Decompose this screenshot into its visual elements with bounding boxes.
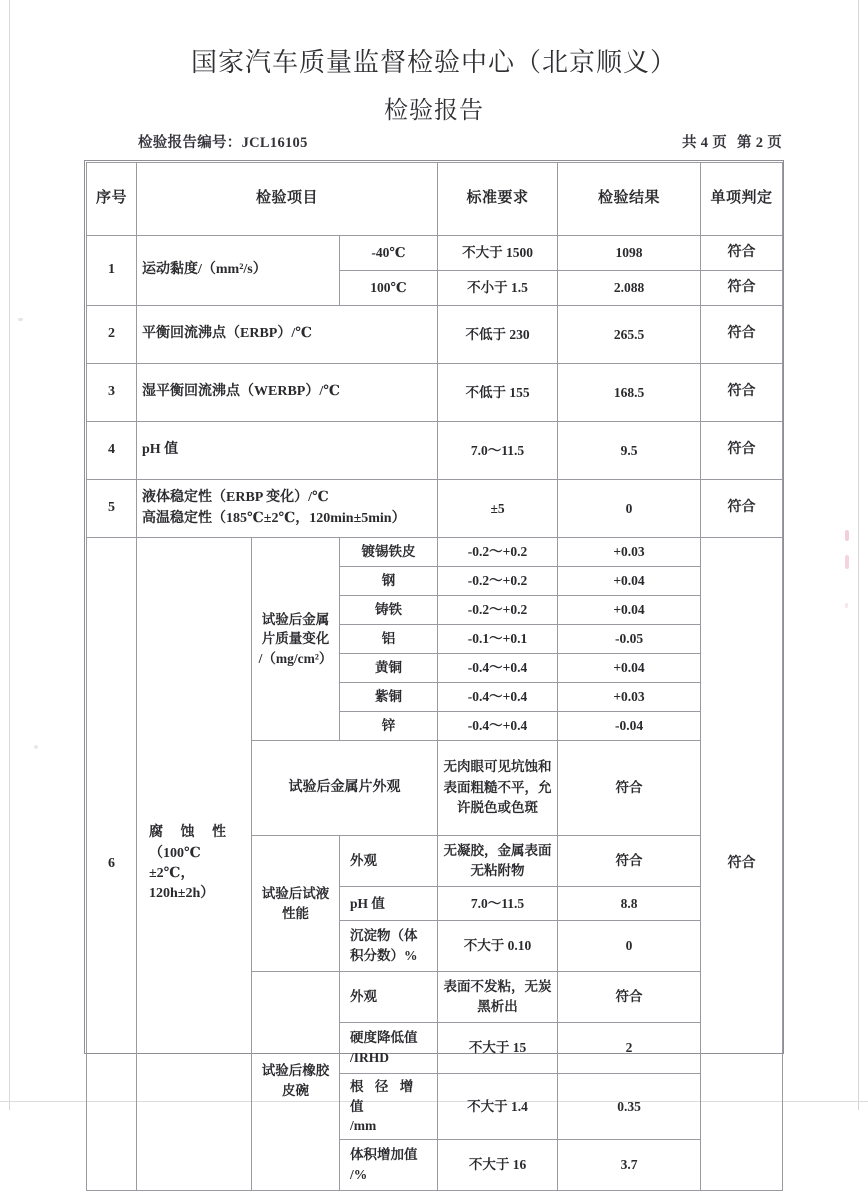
entry-name [340, 1074, 438, 1140]
column-header-item: 检验项目 [137, 163, 438, 236]
group-label-line3: /（mg/cm²） [258, 650, 333, 666]
entry-result: +0.03 [558, 683, 701, 712]
row-item-line1: 液体稳定性（ERBP 变化）/℃ [142, 490, 329, 506]
entry-name: 铝 [340, 625, 438, 654]
inspection-results-table [86, 162, 783, 1191]
row-item-name [137, 236, 340, 306]
entry-name-line1: 沉淀物（体 [350, 928, 418, 944]
entry-name: pH 值 [340, 887, 438, 921]
entry-name: 锌 [340, 712, 438, 741]
entry-result: 符合 [558, 972, 701, 1023]
row-item-name: 湿平衡回流沸点（WERBP）/℃ [137, 364, 438, 422]
organization-title: 国家汽车质量监督检验中心（北京顺义） [190, 48, 677, 77]
subitem-name: -40℃ [340, 236, 438, 271]
entry-name [340, 921, 438, 972]
row-item-line2: （100℃±2℃， [149, 845, 201, 881]
page-edge-left [9, 0, 10, 1110]
entry-name-line1: 硬度降低值 [350, 1030, 418, 1046]
entry-requirement: 不大于 0.10 [438, 921, 558, 972]
group-label-line1: 试验后试液 [261, 885, 330, 901]
subitem-judgment: 符合 [701, 271, 783, 306]
row-judgment: 符合 [701, 306, 783, 364]
entry-requirement: 7.0～11.5 [438, 887, 558, 921]
scan-artifact [18, 318, 23, 321]
entry-name: 黄铜 [340, 654, 438, 683]
row-number: 5 [87, 480, 137, 538]
entry-requirement: 不大于 16 [438, 1139, 558, 1190]
subitem-result: 2.088 [558, 271, 701, 306]
entry-name: 镀锡铁皮 [340, 538, 438, 567]
scan-artifact [34, 745, 38, 749]
entry-requirement: 不大于 15 [438, 1023, 558, 1074]
group-label-line2: 片质量变化 [261, 631, 330, 647]
report-meta [138, 131, 782, 152]
entry-requirement: -0.1～+0.1 [438, 625, 558, 654]
entry-result: 2 [558, 1023, 701, 1074]
row-result: 265.5 [558, 306, 701, 364]
scan-artifact [845, 555, 849, 569]
row-item-name [137, 480, 438, 538]
row-requirement: 7.0～11.5 [438, 422, 558, 480]
table-row [87, 364, 783, 422]
row-item-name [137, 538, 252, 1191]
row-result: 9.5 [558, 422, 701, 480]
table-row [87, 480, 783, 538]
entry-name: 外观 [340, 972, 438, 1023]
entry-result: 0 [558, 921, 701, 972]
row-number: 1 [87, 236, 137, 306]
entry-name: 铸铁 [340, 596, 438, 625]
subitem-requirement: 不小于 1.5 [438, 271, 558, 306]
scan-artifact [845, 530, 849, 541]
row-result: 168.5 [558, 364, 701, 422]
row-requirement: 不低于 155 [438, 364, 558, 422]
page-edge-right [858, 0, 859, 1110]
entry-name-line1: 体积增加值 [350, 1147, 418, 1163]
entry-name [340, 1023, 438, 1074]
entry-requirement: -0.4～+0.4 [438, 712, 558, 741]
document-title: 检验报告 [384, 98, 484, 124]
table-row [87, 306, 783, 364]
row-judgment: 符合 [701, 480, 783, 538]
entry-result: +0.04 [558, 654, 701, 683]
entry-result: -0.04 [558, 712, 701, 741]
row-item-name: 平衡回流沸点（ERBP）/℃ [137, 306, 438, 364]
entry-result: +0.03 [558, 538, 701, 567]
row-judgment: 符合 [701, 422, 783, 480]
entry-requirement: 无肉眼可见坑蚀和表面粗糙不平，允许脱色或色斑 [438, 741, 558, 836]
entry-requirement: -0.2～+0.2 [438, 538, 558, 567]
entry-result: -0.05 [558, 625, 701, 654]
row-requirement: 不低于 230 [438, 306, 558, 364]
entry-name: 紫铜 [340, 683, 438, 712]
row-item-line1: 腐 蚀 性 [149, 825, 233, 841]
row-judgment: 符合 [701, 364, 783, 422]
page-total: 共 4 页 [682, 135, 727, 151]
row-number: 3 [87, 364, 137, 422]
entry-requirement: -0.2～+0.2 [438, 567, 558, 596]
row-number: 6 [87, 538, 137, 1191]
table-header-row [87, 163, 783, 236]
group-label-line2: 皮碗 [282, 1082, 309, 1098]
row-item-text: 运动黏度/（mm²/s） [142, 262, 267, 278]
group-label [252, 972, 340, 1191]
entry-result: +0.04 [558, 596, 701, 625]
page-indicator [672, 131, 782, 152]
entry-name: 外观 [340, 836, 438, 887]
entry-name [340, 1139, 438, 1190]
entry-requirement: 表面不发粘，无炭黑析出 [438, 972, 558, 1023]
column-header-no: 序号 [87, 163, 137, 236]
subitem-requirement: 不大于 1500 [438, 236, 558, 271]
entry-name-line2: /mm [350, 1118, 377, 1134]
group-label-line1: 试验后橡胶 [261, 1063, 330, 1079]
entry-name-line1: 根 径 增 值 [350, 1079, 418, 1114]
entry-name-line2: /% [350, 1166, 368, 1182]
table-row [87, 422, 783, 480]
row-number: 4 [87, 422, 137, 480]
entry-requirement: -0.2～+0.2 [438, 596, 558, 625]
entry-result: 3.7 [558, 1139, 701, 1190]
report-number: 检验报告编号：JCL16105 [138, 135, 308, 151]
row-judgment: 符合 [701, 538, 783, 1191]
subitem-judgment: 符合 [701, 236, 783, 271]
entry-name: 钢 [340, 567, 438, 596]
entry-name-line2: /IRHD [350, 1050, 390, 1065]
group-label [252, 538, 340, 741]
row-requirement: ±5 [438, 480, 558, 538]
entry-result: +0.04 [558, 567, 701, 596]
entry-result: 0.35 [558, 1074, 701, 1140]
row-result: 0 [558, 480, 701, 538]
entry-requirement: 无凝胶，金属表面无粘附物 [438, 836, 558, 887]
entry-requirement: -0.4～+0.4 [438, 683, 558, 712]
row-item-name: pH 值 [137, 422, 438, 480]
entry-requirement: 不大于 1.4 [438, 1074, 558, 1140]
row-number: 2 [87, 306, 137, 364]
table-row [87, 236, 783, 271]
group-label [252, 836, 340, 972]
column-header-judgment: 单项判定 [701, 163, 783, 236]
group-label-line2: 性能 [282, 905, 309, 921]
group-label: 试验后金属片外观 [252, 741, 438, 836]
entry-requirement: -0.4～+0.4 [438, 654, 558, 683]
group-label-line1: 试验后金属 [261, 611, 330, 627]
page-current: 第 2 页 [737, 135, 782, 151]
entry-result: 符合 [558, 741, 701, 836]
column-header-requirement: 标准要求 [438, 163, 558, 236]
row-item-line3: 120h±2h） [149, 886, 215, 902]
column-header-result: 检验结果 [558, 163, 701, 236]
entry-result: 8.8 [558, 887, 701, 921]
row-item-line2: 高温稳定性（185℃±2℃，120min±5min） [142, 510, 406, 526]
scan-artifact [845, 603, 848, 608]
subitem-name: 100℃ [340, 271, 438, 306]
table-row [87, 538, 783, 567]
entry-name-line2: 积分数）% [350, 948, 418, 963]
subitem-result: 1098 [558, 236, 701, 271]
entry-result: 符合 [558, 836, 701, 887]
